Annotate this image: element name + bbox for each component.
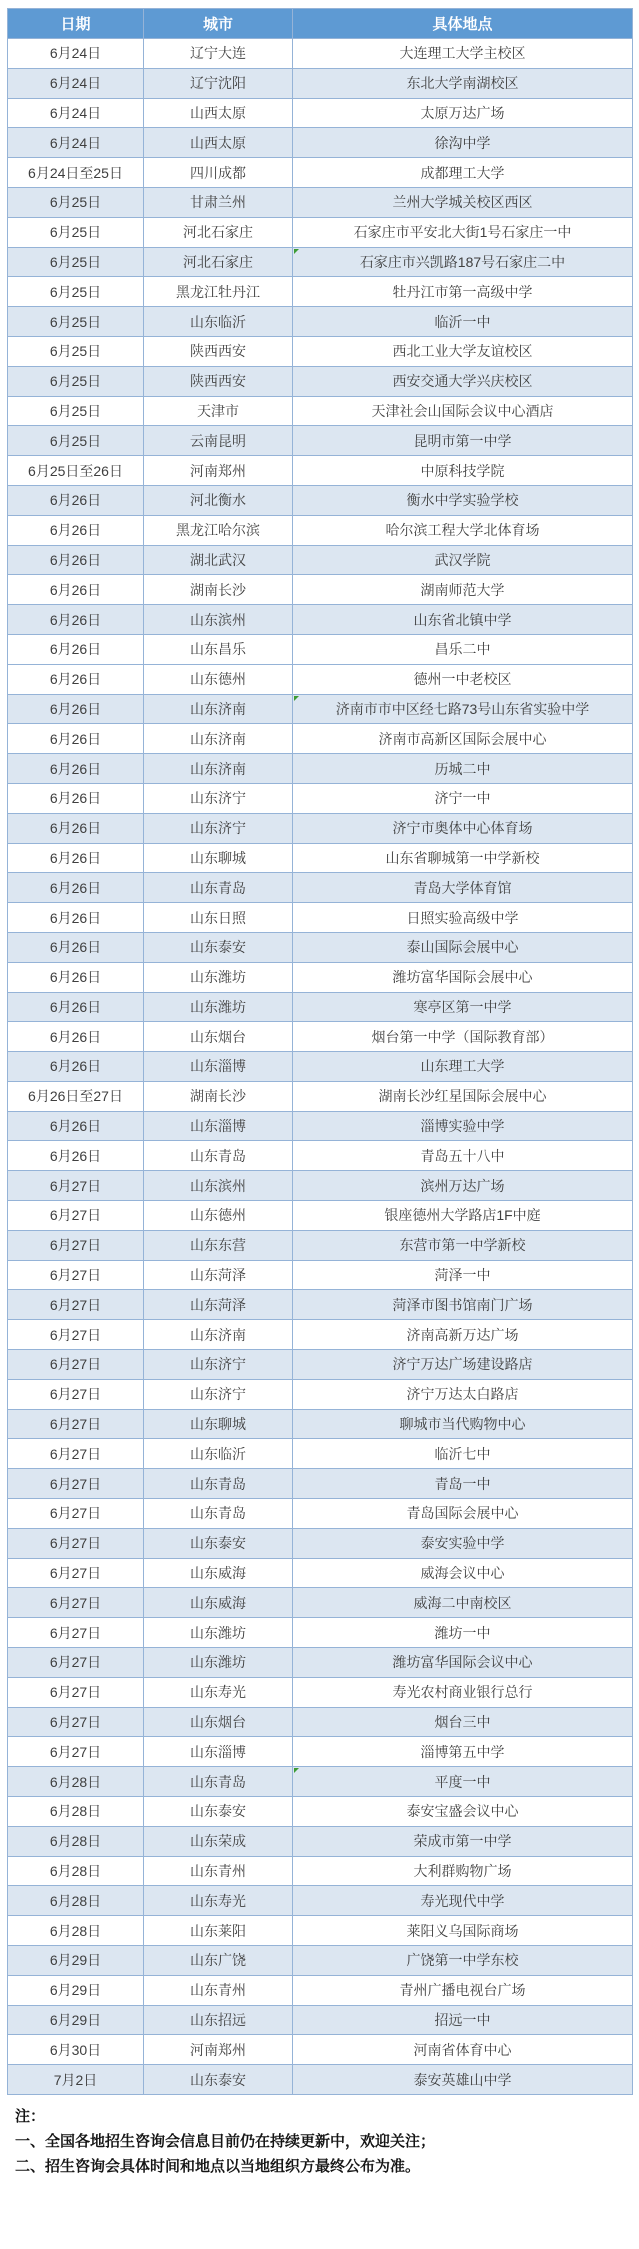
city-cell: 山东济南	[144, 1320, 293, 1350]
city-cell: 山东莱阳	[144, 1916, 293, 1946]
location-cell: 青岛大学体育馆	[293, 873, 633, 903]
location-cell: 东北大学南湖校区	[293, 68, 633, 98]
table-row	[8, 247, 633, 277]
city-cell: 湖北武汉	[144, 545, 293, 575]
date-cell: 6月25日	[8, 187, 144, 217]
city-cell: 山东荣成	[144, 1826, 293, 1856]
date-cell: 6月26日	[8, 634, 144, 664]
location-cell: 烟台第一中学（国际教育部）	[293, 1022, 633, 1052]
city-cell: 山东潍坊	[144, 1648, 293, 1678]
date-cell: 6月26日	[8, 515, 144, 545]
table-row	[8, 634, 633, 664]
notes-section	[15, 2104, 632, 2179]
location-cell: 湖南师范大学	[293, 575, 633, 605]
location-cell: 衡水中学实验学校	[293, 485, 633, 515]
date-cell: 6月27日	[8, 1499, 144, 1529]
table-row	[8, 187, 633, 217]
table-row	[8, 485, 633, 515]
table-row	[8, 903, 633, 933]
location-cell: 德州一中老校区	[293, 664, 633, 694]
date-cell: 6月27日	[8, 1677, 144, 1707]
location-cell: 大连理工大学主校区	[293, 39, 633, 69]
date-cell: 6月27日	[8, 1171, 144, 1201]
date-cell: 6月26日	[8, 485, 144, 515]
table-row	[8, 1350, 633, 1380]
location-cell: 烟台三中	[293, 1707, 633, 1737]
city-cell: 山东昌乐	[144, 634, 293, 664]
table-row	[8, 336, 633, 366]
city-cell: 河北衡水	[144, 485, 293, 515]
col-header-location: 具体地点	[293, 9, 633, 39]
city-cell: 山东广饶	[144, 1946, 293, 1976]
table-row	[8, 813, 633, 843]
location-cell: 菏泽市图书馆南门广场	[293, 1290, 633, 1320]
location-cell: 青州广播电视台广场	[293, 1975, 633, 2005]
city-cell: 山东寿光	[144, 1886, 293, 1916]
table-row	[8, 605, 633, 635]
table-row	[8, 1230, 633, 1260]
city-cell: 山东青岛	[144, 873, 293, 903]
city-cell: 辽宁大连	[144, 39, 293, 69]
table-header	[8, 9, 633, 39]
date-cell: 6月26日	[8, 724, 144, 754]
table-row	[8, 724, 633, 754]
schedule-table	[7, 8, 633, 2095]
header-row	[8, 9, 633, 39]
location-cell: 青岛国际会展中心	[293, 1499, 633, 1529]
date-cell: 6月27日	[8, 1379, 144, 1409]
date-cell: 6月27日	[8, 1618, 144, 1648]
date-cell: 6月25日至26日	[8, 456, 144, 486]
table-row	[8, 1052, 633, 1082]
table-row	[8, 277, 633, 307]
city-cell: 山东泰安	[144, 932, 293, 962]
date-cell: 6月24日	[8, 68, 144, 98]
location-cell: 徐沟中学	[293, 128, 633, 158]
table-row	[8, 2005, 633, 2035]
location-cell: 兰州大学城关校区西区	[293, 187, 633, 217]
city-cell: 云南昆明	[144, 426, 293, 456]
city-cell: 四川成都	[144, 158, 293, 188]
location-cell: 寒亭区第一中学	[293, 992, 633, 1022]
table-row	[8, 1469, 633, 1499]
location-cell: 潍坊一中	[293, 1618, 633, 1648]
cell-flag-icon	[294, 249, 299, 254]
date-cell: 6月25日	[8, 307, 144, 337]
city-cell: 山东聊城	[144, 1409, 293, 1439]
location-cell: 济宁万达广场建设路店	[293, 1350, 633, 1380]
city-cell: 山东潍坊	[144, 962, 293, 992]
table-row	[8, 1737, 633, 1767]
date-cell: 6月28日	[8, 1856, 144, 1886]
date-cell: 6月25日	[8, 426, 144, 456]
table-row	[8, 992, 633, 1022]
city-cell: 陕西西安	[144, 366, 293, 396]
city-cell: 山东泰安	[144, 1528, 293, 1558]
location-cell: 昌乐二中	[293, 634, 633, 664]
date-cell: 6月26日	[8, 873, 144, 903]
location-cell: 武汉学院	[293, 545, 633, 575]
city-cell: 山东济宁	[144, 1350, 293, 1380]
city-cell: 山东济南	[144, 694, 293, 724]
location-cell: 威海二中南校区	[293, 1588, 633, 1618]
date-cell: 6月28日	[8, 1826, 144, 1856]
date-cell: 6月25日	[8, 336, 144, 366]
date-cell: 6月28日	[8, 1886, 144, 1916]
date-cell: 6月26日	[8, 1111, 144, 1141]
date-cell: 6月26日	[8, 545, 144, 575]
table-row	[8, 426, 633, 456]
table-row	[8, 1648, 633, 1678]
location-cell: 荣成市第一中学	[293, 1826, 633, 1856]
col-header-city: 城市	[144, 9, 293, 39]
table-row	[8, 664, 633, 694]
date-cell: 7月2日	[8, 2065, 144, 2095]
location-cell: 广饶第一中学东校	[293, 1946, 633, 1976]
city-cell: 山东菏泽	[144, 1290, 293, 1320]
table-row	[8, 128, 633, 158]
date-cell: 6月26日	[8, 932, 144, 962]
city-cell: 山东烟台	[144, 1707, 293, 1737]
city-cell: 山东济宁	[144, 783, 293, 813]
city-cell: 山东青岛	[144, 1767, 293, 1797]
date-cell: 6月28日	[8, 1767, 144, 1797]
table-row	[8, 754, 633, 784]
city-cell: 山东德州	[144, 664, 293, 694]
date-cell: 6月25日	[8, 366, 144, 396]
city-cell: 山东寿光	[144, 1677, 293, 1707]
table-row	[8, 1111, 633, 1141]
date-cell: 6月28日	[8, 1916, 144, 1946]
date-cell: 6月29日	[8, 1975, 144, 2005]
table-row	[8, 1916, 633, 1946]
location-cell: 平度一中	[293, 1767, 633, 1797]
date-cell: 6月24日	[8, 128, 144, 158]
note-line-2: 二、招生咨询会具体时间和地点以当地组织方最终公布为准。	[15, 2157, 421, 2175]
location-cell: 寿光农村商业银行总行	[293, 1677, 633, 1707]
date-cell: 6月27日	[8, 1469, 144, 1499]
cell-flag-icon	[294, 696, 299, 701]
table-row	[8, 1320, 633, 1350]
table-row	[8, 1826, 633, 1856]
city-cell: 山东临沂	[144, 307, 293, 337]
table-row	[8, 158, 633, 188]
city-cell: 湖南长沙	[144, 575, 293, 605]
city-cell: 山东聊城	[144, 843, 293, 873]
location-cell: 泰安实验中学	[293, 1528, 633, 1558]
table-row	[8, 1707, 633, 1737]
city-cell: 湖南长沙	[144, 1081, 293, 1111]
location-cell: 东营市第一中学新校	[293, 1230, 633, 1260]
date-cell: 6月27日	[8, 1290, 144, 1320]
table-row	[8, 1528, 633, 1558]
location-cell: 石家庄市平安北大街1号石家庄一中	[293, 217, 633, 247]
city-cell: 山东青州	[144, 1975, 293, 2005]
date-cell: 6月27日	[8, 1558, 144, 1588]
date-cell: 6月27日	[8, 1707, 144, 1737]
table-row	[8, 39, 633, 69]
location-cell: 成都理工大学	[293, 158, 633, 188]
table-row	[8, 575, 633, 605]
location-cell: 泰安英雄山中学	[293, 2065, 633, 2095]
city-cell: 山西太原	[144, 128, 293, 158]
date-cell: 6月27日	[8, 1439, 144, 1469]
location-cell: 银座德州大学路店1F中庭	[293, 1201, 633, 1231]
date-cell: 6月29日	[8, 1946, 144, 1976]
table-row	[8, 307, 633, 337]
date-cell: 6月27日	[8, 1320, 144, 1350]
location-cell: 山东省聊城第一中学新校	[293, 843, 633, 873]
date-cell: 6月24日	[8, 98, 144, 128]
date-cell: 6月27日	[8, 1350, 144, 1380]
city-cell: 山东滨州	[144, 605, 293, 635]
city-cell: 山东青岛	[144, 1499, 293, 1529]
city-cell: 山东东营	[144, 1230, 293, 1260]
date-cell: 6月26日	[8, 575, 144, 605]
location-cell: 哈尔滨工程大学北体育场	[293, 515, 633, 545]
city-cell: 天津市	[144, 396, 293, 426]
location-cell: 石家庄市兴凯路187号石家庄二中	[293, 247, 633, 277]
location-cell: 菏泽一中	[293, 1260, 633, 1290]
table-row	[8, 68, 633, 98]
location-cell: 青岛一中	[293, 1469, 633, 1499]
city-cell: 山东淄博	[144, 1052, 293, 1082]
city-cell: 河北石家庄	[144, 217, 293, 247]
city-cell: 山东青岛	[144, 1469, 293, 1499]
date-cell: 6月27日	[8, 1528, 144, 1558]
table-row	[8, 1022, 633, 1052]
location-cell: 济南市市中区经七路73号山东省实验中学	[293, 694, 633, 724]
location-cell: 滨州万达广场	[293, 1171, 633, 1201]
table-row	[8, 1499, 633, 1529]
location-cell: 山东省北镇中学	[293, 605, 633, 635]
date-cell: 6月25日	[8, 277, 144, 307]
table-row	[8, 1856, 633, 1886]
city-cell: 山东招远	[144, 2005, 293, 2035]
table-row	[8, 843, 633, 873]
city-cell: 陕西西安	[144, 336, 293, 366]
city-cell: 辽宁沈阳	[144, 68, 293, 98]
city-cell: 山东济宁	[144, 1379, 293, 1409]
city-cell: 河北石家庄	[144, 247, 293, 277]
table-row	[8, 1260, 633, 1290]
location-cell: 临沂一中	[293, 307, 633, 337]
city-cell: 甘肃兰州	[144, 187, 293, 217]
location-cell: 济宁万达太白路店	[293, 1379, 633, 1409]
location-cell: 山东理工大学	[293, 1052, 633, 1082]
date-cell: 6月25日	[8, 247, 144, 277]
city-cell: 山东泰安	[144, 2065, 293, 2095]
location-cell: 淄博实验中学	[293, 1111, 633, 1141]
table-row	[8, 1618, 633, 1648]
table-row	[8, 515, 633, 545]
location-cell: 河南省体育中心	[293, 2035, 633, 2065]
table-row	[8, 1677, 633, 1707]
city-cell: 山东滨州	[144, 1171, 293, 1201]
city-cell: 山东青岛	[144, 1141, 293, 1171]
table-row	[8, 1201, 633, 1231]
date-cell: 6月26日	[8, 754, 144, 784]
location-cell: 历城二中	[293, 754, 633, 784]
table-row	[8, 217, 633, 247]
col-header-date: 日期	[8, 9, 144, 39]
location-cell: 济宁市奥体中心体育场	[293, 813, 633, 843]
location-cell: 临沂七中	[293, 1439, 633, 1469]
city-cell: 山东青州	[144, 1856, 293, 1886]
city-cell: 山东泰安	[144, 1797, 293, 1827]
city-cell: 山东潍坊	[144, 1618, 293, 1648]
table-row	[8, 2065, 633, 2095]
location-cell: 招远一中	[293, 2005, 633, 2035]
location-cell: 大利群购物广场	[293, 1856, 633, 1886]
city-cell: 山东菏泽	[144, 1260, 293, 1290]
location-cell: 莱阳义乌国际商场	[293, 1916, 633, 1946]
date-cell: 6月26日	[8, 962, 144, 992]
table-row	[8, 1767, 633, 1797]
city-cell: 山东济宁	[144, 813, 293, 843]
date-cell: 6月26日	[8, 664, 144, 694]
date-cell: 6月27日	[8, 1737, 144, 1767]
location-cell: 济南市高新区国际会展中心	[293, 724, 633, 754]
location-cell: 中原科技学院	[293, 456, 633, 486]
table-row	[8, 873, 633, 903]
table-row	[8, 783, 633, 813]
note-line-1: 一、全国各地招生咨询会信息目前仍在持续更新中，欢迎关注；	[15, 2132, 436, 2150]
location-cell: 威海会议中心	[293, 1558, 633, 1588]
table-row	[8, 456, 633, 486]
table-row	[8, 1081, 633, 1111]
date-cell: 6月29日	[8, 2005, 144, 2035]
location-cell: 寿光现代中学	[293, 1886, 633, 1916]
location-cell: 济宁一中	[293, 783, 633, 813]
date-cell: 6月25日	[8, 396, 144, 426]
location-cell: 日照实验高级中学	[293, 903, 633, 933]
location-cell: 西北工业大学友谊校区	[293, 336, 633, 366]
date-cell: 6月25日	[8, 217, 144, 247]
table-row	[8, 694, 633, 724]
location-cell: 聊城市当代购物中心	[293, 1409, 633, 1439]
table-row	[8, 2035, 633, 2065]
date-cell: 6月27日	[8, 1230, 144, 1260]
location-cell: 太原万达广场	[293, 98, 633, 128]
city-cell: 山东烟台	[144, 1022, 293, 1052]
table-row	[8, 396, 633, 426]
location-cell: 潍坊富华国际会议中心	[293, 1648, 633, 1678]
city-cell: 山东济南	[144, 724, 293, 754]
city-cell: 黑龙江牡丹江	[144, 277, 293, 307]
city-cell: 山东威海	[144, 1558, 293, 1588]
city-cell: 山东临沂	[144, 1439, 293, 1469]
table-body	[8, 39, 633, 2095]
city-cell: 山东德州	[144, 1201, 293, 1231]
city-cell: 山东淄博	[144, 1737, 293, 1767]
location-cell: 牡丹江市第一高级中学	[293, 277, 633, 307]
date-cell: 6月27日	[8, 1201, 144, 1231]
location-cell: 天津社会山国际会议中心酒店	[293, 396, 633, 426]
table-row	[8, 1439, 633, 1469]
location-cell: 潍坊富华国际会展中心	[293, 962, 633, 992]
table-row	[8, 1379, 633, 1409]
location-cell: 湖南长沙红星国际会展中心	[293, 1081, 633, 1111]
table-row	[8, 1171, 633, 1201]
date-cell: 6月24日	[8, 39, 144, 69]
date-cell: 6月27日	[8, 1588, 144, 1618]
date-cell: 6月27日	[8, 1409, 144, 1439]
table-row	[8, 1409, 633, 1439]
location-cell: 泰山国际会展中心	[293, 932, 633, 962]
date-cell: 6月27日	[8, 1648, 144, 1678]
city-cell: 河南郑州	[144, 2035, 293, 2065]
location-cell: 西安交通大学兴庆校区	[293, 366, 633, 396]
table-row	[8, 366, 633, 396]
date-cell: 6月26日	[8, 813, 144, 843]
date-cell: 6月26日	[8, 783, 144, 813]
city-cell: 山西太原	[144, 98, 293, 128]
date-cell: 6月26日至27日	[8, 1081, 144, 1111]
table-row	[8, 962, 633, 992]
city-cell: 山东威海	[144, 1588, 293, 1618]
table-row	[8, 1797, 633, 1827]
location-cell: 青岛五十八中	[293, 1141, 633, 1171]
location-cell: 昆明市第一中学	[293, 426, 633, 456]
date-cell: 6月26日	[8, 1141, 144, 1171]
date-cell: 6月26日	[8, 1052, 144, 1082]
table-row	[8, 1290, 633, 1320]
date-cell: 6月24日至25日	[8, 158, 144, 188]
table-row	[8, 1588, 633, 1618]
city-cell: 山东济南	[144, 754, 293, 784]
table-row	[8, 1946, 633, 1976]
location-cell: 济南高新万达广场	[293, 1320, 633, 1350]
notes-title: 注：	[15, 2107, 46, 2125]
table-row	[8, 932, 633, 962]
table-row	[8, 1886, 633, 1916]
table-row	[8, 1975, 633, 2005]
city-cell: 山东淄博	[144, 1111, 293, 1141]
table-row	[8, 1558, 633, 1588]
date-cell: 6月26日	[8, 1022, 144, 1052]
city-cell: 黑龙江哈尔滨	[144, 515, 293, 545]
city-cell: 河南郑州	[144, 456, 293, 486]
city-cell: 山东日照	[144, 903, 293, 933]
date-cell: 6月27日	[8, 1260, 144, 1290]
date-cell: 6月26日	[8, 843, 144, 873]
table-row	[8, 98, 633, 128]
location-cell: 泰安宝盛会议中心	[293, 1797, 633, 1827]
table-row	[8, 1141, 633, 1171]
date-cell: 6月26日	[8, 992, 144, 1022]
date-cell: 6月26日	[8, 605, 144, 635]
date-cell: 6月30日	[8, 2035, 144, 2065]
city-cell: 山东潍坊	[144, 992, 293, 1022]
location-cell: 淄博第五中学	[293, 1737, 633, 1767]
date-cell: 6月26日	[8, 694, 144, 724]
date-cell: 6月26日	[8, 903, 144, 933]
cell-flag-icon	[294, 1768, 299, 1773]
date-cell: 6月28日	[8, 1797, 144, 1827]
table-row	[8, 545, 633, 575]
